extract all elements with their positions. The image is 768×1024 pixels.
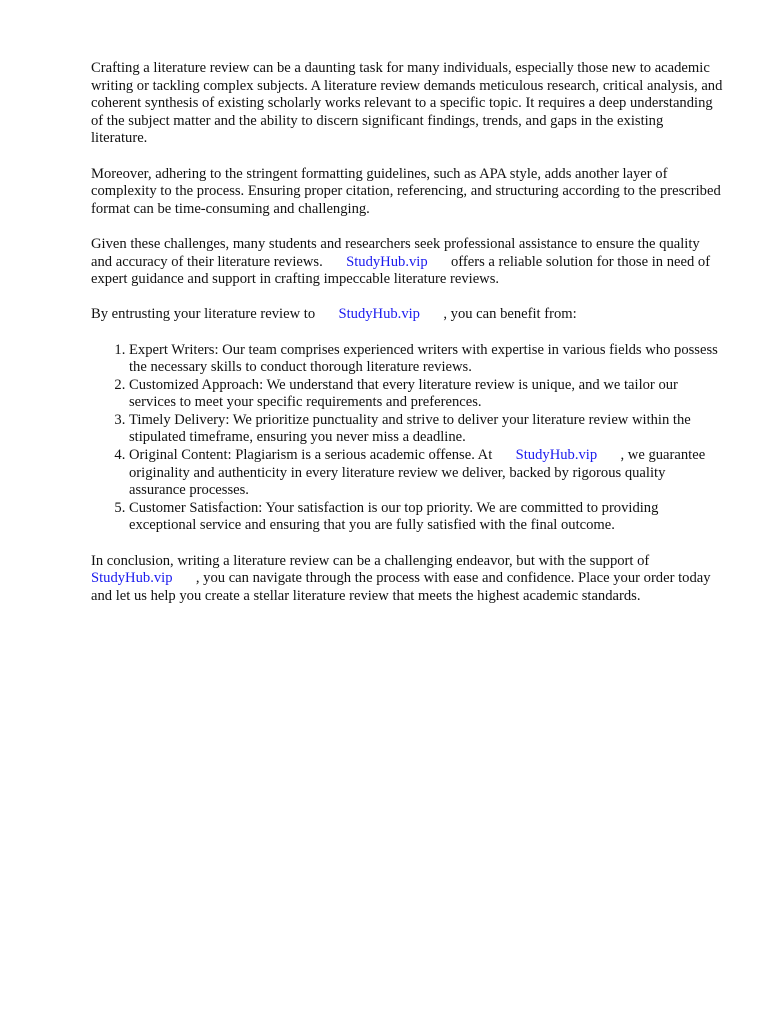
benefits-intro-paragraph <box>91 306 723 324</box>
original-content-text-before: Original Content: Plagiarism is a serious academic offense. At <box>129 447 493 464</box>
conclusion-paragraph <box>91 553 723 606</box>
document-page <box>91 60 723 623</box>
studyhub-link[interactable]: StudyHub.vip <box>346 253 428 270</box>
conclusion-text-after: , you can navigate through the process with ease and confidence. Place your order today and let us help you create a stellar literature review that meets the highest academic standards. <box>91 570 711 604</box>
list-item-original-content <box>129 447 723 500</box>
list-item-timely-delivery: 3. Timely Delivery: We prioritize punctuality and strive to deliver your literature review within the stipulated timeframe, ensuring you never miss a deadline. <box>129 412 723 447</box>
intro-paragraph: Crafting a literature review can be a daunting task for many individuals, especially those new to academic writing or tackling complex subjects. A literature review demands meticulous research, critical analysis, and coherent synthesis of existing scholarly works relevant to a specific topic. It requires a deep understanding of the subject matter and the ability to discern significant findings, trends, and gaps in the existing literature. <box>91 60 723 147</box>
studyhub-link[interactable]: StudyHub.vip <box>91 570 173 587</box>
list-item-expert-writers: 1. Expert Writers: Our team comprises experienced writers with expertise in various fields who possess the necessary skills to conduct thorough literature reviews. <box>129 342 723 377</box>
challenges-text-after: offers a reliable solution for those in need of expert guidance and support in crafting impeccable literature reviews. <box>91 253 711 288</box>
benefits-text-after: , you can benefit from: <box>443 306 577 323</box>
benefits-text-before: By entrusting your literature review to <box>91 306 316 323</box>
benefits-list <box>91 342 723 536</box>
original-content-text-after: , we guarantee originality and authenticity in every literature review we deliver, backed by rigorous quality assurance processes. <box>129 447 706 499</box>
challenges-text-before: Given these challenges, many students and researchers seek professional assistance to ensure the quality and accuracy of their literature reviews. <box>91 235 700 270</box>
formatting-paragraph: Moreover, adhering to the stringent formatting guidelines, such as APA style, adds another layer of complexity to the process. Ensuring proper citation, referencing, and structuring according to the prescribed format can be time-consuming and challenging. <box>91 165 721 217</box>
challenges-paragraph <box>91 236 723 289</box>
conclusion-text-before: In conclusion, writing a literature review can be a challenging endeavor, but with the support of <box>91 552 650 569</box>
studyhub-link[interactable]: StudyHub.vip <box>338 306 420 323</box>
studyhub-link[interactable]: StudyHub.vip <box>515 447 598 464</box>
list-item-customer-satisfaction: 5. Customer Satisfaction: Your satisfaction is our top priority. We are committed to providing exceptional service and ensuring that you are fully satisfied with the final outcome. <box>129 500 723 535</box>
list-item-customized-approach: 2. Customized Approach: We understand that every literature review is unique, and we tailor our services to meet your specific requirements and preferences. <box>129 377 723 412</box>
